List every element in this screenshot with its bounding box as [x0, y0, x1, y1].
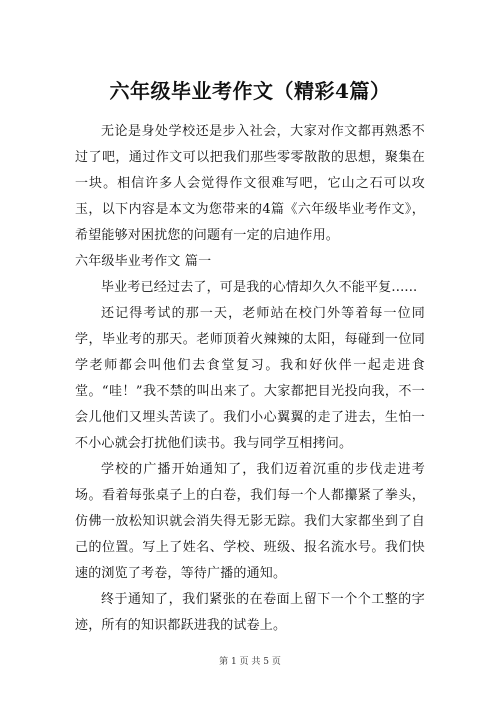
- document-title: 六年级毕业考作文（精彩4篇）: [109, 79, 391, 103]
- body-paragraph: 毕业考已经过去了，可是我的心情却久久不能平复......: [101, 280, 418, 295]
- section-heading: 六年级毕业考作文 篇一: [75, 254, 212, 269]
- body-paragraph: 还记得考试的那一天，老师站在校门外等着每一位同学，毕业考的那天。老师顶着火辣辣的太阳，每碰到一位同学老师都会叫他们去食堂复习。我和好伙伴一起走进食堂。“哇！”我不禁的叫出来了。大家都把目光投向我，不一会儿他们又埋头苦读了。我们小心翼翼的走了进去，生怕一不小心就会打扰他们读书。我与同学互相拷问。: [75, 306, 425, 451]
- body-paragraph: 终于通知了，我们紧张的在卷面上留下一个个工整的字迹，所有的知识都跃进我的试卷上。: [75, 592, 425, 633]
- intro-paragraph: 无论是身处学校还是步入社会，大家对作文都再熟悉不过了吧，通过作文可以把我们那些零零散散的思想，聚集在一块。相信许多人会觉得作文很难写吧，它山之石可以攻玉，以下内容是本文为您带来的4篇《六年级毕业考作文》，希望能够对困扰您的问题有一定的启迪作用。: [75, 124, 425, 243]
- document-body: [75, 119, 425, 639]
- page-footer: 第 1 页 共 5 页: [219, 657, 281, 667]
- body-paragraph: 学校的广播开始通知了，我们迈着沉重的步伐走进考场。看着每张桌子上的白卷，我们每一个人都攥紧了拳头，仿佛一放松知识就会消失得无影无踪。我们大家都坐到了自己的位置。写上了姓名、学校、班级、报名流水号。我们快速的浏览了考卷，等待广播的通知。: [75, 462, 425, 581]
